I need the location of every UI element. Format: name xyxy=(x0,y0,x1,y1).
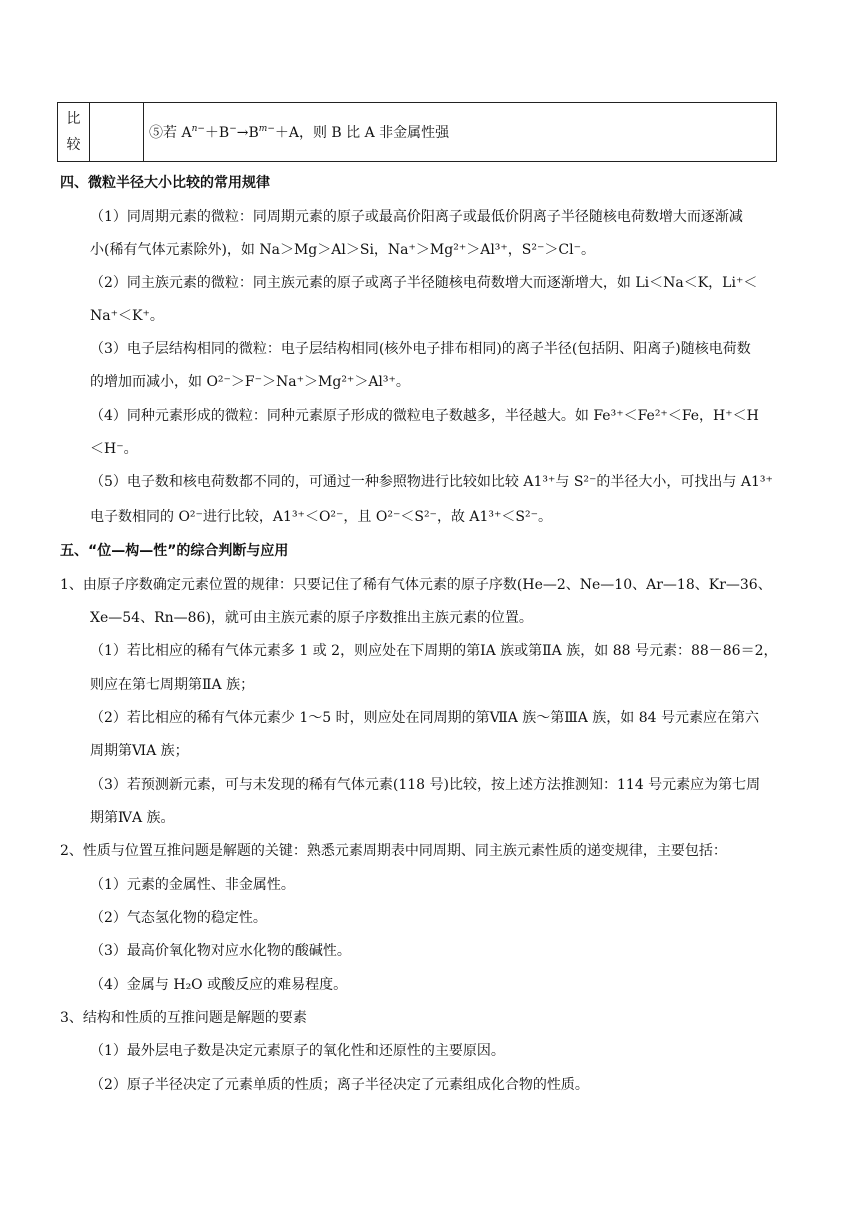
s5-item1-line2: Xe—54、Rn—86)，就可由主族元素的原子序数推出主族元素的位置。 xyxy=(90,610,533,626)
s5-item2-sub2: （2）气态氢化物的稳定性。 xyxy=(90,910,267,926)
s5-item2-sub1: （1）元素的金属性、非金属性。 xyxy=(90,877,295,893)
s5-item3-sub2: （2）原子半径决定了元素单质的性质；离子半径决定了元素组成化合物的性质。 xyxy=(90,1077,589,1093)
section-4-heading: 四、微粒半径大小比较的常用规律 xyxy=(60,175,270,191)
section-5-heading: 五、“位—构—性”的综合判断与应用 xyxy=(60,543,289,559)
s5-item1-line1: 1、由原子序数确定元素位置的规律：只要记住了稀有气体元素的原子序数(He—2、Ne—10、Ar—18、Kr—36、 xyxy=(60,577,772,593)
s4-p4-line2: ＜H⁻。 xyxy=(90,441,138,457)
s5-item1-sub3-line1: （3）若预测新元素，可与未发现的稀有气体元素(118 号)比较，按上述方法推测知：114 号元素应为第七周 xyxy=(90,777,761,793)
category-char-1: 比 xyxy=(66,111,81,127)
table-cell-category xyxy=(58,103,90,162)
s4-p3-line2: 的增加而减小，如 O²⁻＞F⁻＞Na⁺＞Mg²⁺＞Al³⁺。 xyxy=(90,374,410,390)
s5-item1-sub2-line1: （2）若比相应的稀有气体元素少 1～5 时，则应处在同周期的第ⅦA 族～第ⅢA 族，如 84 号元素应在第六 xyxy=(90,710,760,726)
s5-item1-sub1-line2: 则应在第七周期第ⅡA 族； xyxy=(90,677,255,693)
s4-p1-line2: 小(稀有气体元素除外)，如 Na＞Mg＞Al＞Si，Na⁺＞Mg²⁺＞Al³⁺，S²⁻＞Cl⁻。 xyxy=(90,242,595,258)
s5-item3-sub1: （1）最外层电子数是决定元素原子的氧化性和还原性的主要原因。 xyxy=(90,1043,505,1059)
s4-p4-line1: （4）同种元素形成的微粒：同种元素原子形成的微粒电子数越多，半径越大。如 Fe³⁺＜Fe²⁺＜Fe，H⁺＜H xyxy=(90,408,759,424)
rule-text-1: ⑤若 A xyxy=(149,125,192,141)
category-char-2: 较 xyxy=(66,137,81,153)
s5-item1-sub3-line2: 期第ⅣA 族。 xyxy=(90,810,175,826)
s4-p5-line2: 电子数相同的 O²⁻进行比较，A1³⁺＜O²⁻，且 O²⁻＜S²⁻，故 A1³⁺＜S²⁻。 xyxy=(90,509,553,525)
table-cell-empty xyxy=(90,103,144,162)
s5-item3: 3、结构和性质的互推问题是解题的要素 xyxy=(60,1010,307,1026)
s4-p5-line1: （5）电子数和核电荷数都不同的，可通过一种参照物进行比较如比较 A1³⁺与 S²⁻的半径大小，可找出与 A1³⁺ xyxy=(90,474,773,490)
comparison-table-fragment xyxy=(57,102,777,162)
rule-text-3: →B xyxy=(236,125,259,141)
s5-item1-sub2-line2: 周期第ⅥA 族； xyxy=(90,743,189,759)
s5-item2-sub3: （3）最高价氧化物对应水化物的酸碱性。 xyxy=(90,943,351,959)
rule-sup-3: m− xyxy=(258,124,275,134)
s5-item1-sub1-line1: （1）若比相应的稀有气体元素多 1 或 2，则应处在下周期的第ⅠA 族或第ⅡA 族，如 88 号元素：88－86＝2， xyxy=(90,643,778,659)
table-cell-rule xyxy=(144,103,777,162)
s4-p2-line1: （2）同主族元素的微粒：同主族元素的原子或离子半径随核电荷数增大而逐渐增大，如 Li＜Na＜K，Li⁺＜ xyxy=(90,275,758,291)
rule-sup-2: − xyxy=(229,124,237,134)
s4-p1-line1: （1）同周期元素的微粒：同周期元素的原子或最高价阳离子或最低价阴离子半径随核电荷数增大而逐渐减 xyxy=(90,209,743,225)
s5-item2: 2、性质与位置互推问题是解题的关键：熟悉元素周期表中同周期、同主族元素性质的递变规律，主要包括： xyxy=(60,843,727,859)
s4-p2-line2: Na⁺＜K⁺。 xyxy=(90,308,164,324)
s5-item2-sub4: （4）金属与 H₂O 或酸反应的难易程度。 xyxy=(90,977,348,993)
rule-text-4: ＋A，则 B 比 A 非金属性强 xyxy=(274,125,450,141)
rule-sup-1: n− xyxy=(191,124,205,134)
table-row xyxy=(58,103,777,162)
rule-text-2: ＋B xyxy=(204,125,230,141)
s4-p3-line1: （3）电子层结构相同的微粒：电子层结构相同(核外电子排布相同)的离子半径(包括阴、阳离子)随核电荷数 xyxy=(90,341,751,357)
